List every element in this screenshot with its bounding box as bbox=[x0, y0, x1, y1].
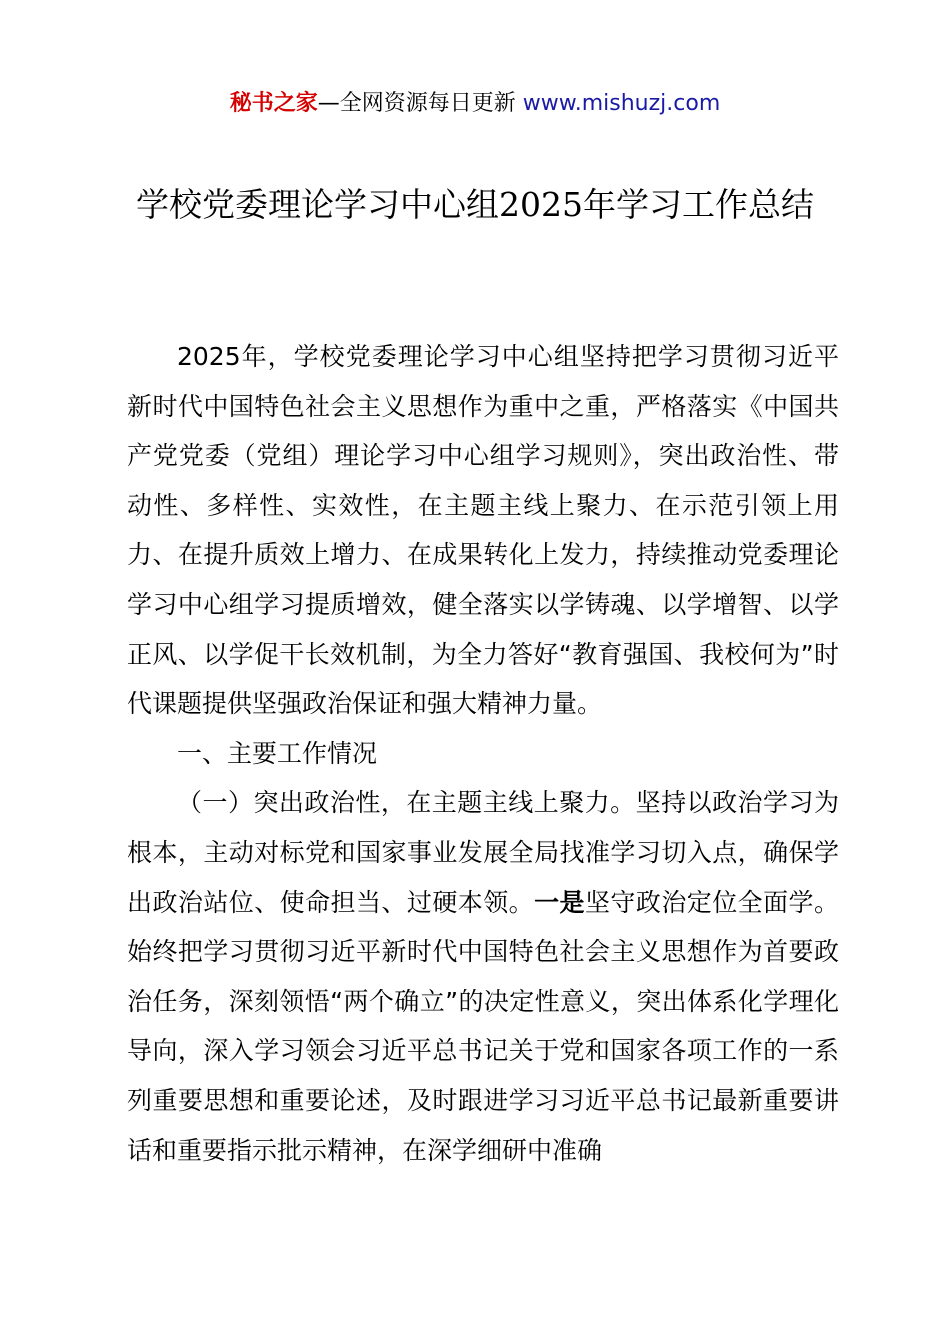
banner-slogan: —全网资源每日更新 bbox=[317, 91, 523, 116]
subsection-text: （一）突出政治性，在主题主线上聚力。坚持以政治学习为根本，主动对标党和国家事业发展全局找准学习切入点，确保学出政治站位、使命担当、过硬本领。 bbox=[127, 788, 839, 917]
intro-paragraph: 2025年，学校党委理论学习中心组坚持把学习贯彻习近平新时代中国特色社会主义思想作为重中之重，严格落实《中国共产党党委（党组）理论学习中心组学习规则》，突出政治性、带动性、多样性、实效性，在主题主线上聚力、在示范引领上用力、在提升质效上增力、在成果转化上发力，持续推动党委理论学习中心组学习提质增效，健全落实以学铸魂、以学增智、以学正风、以学促干长效机制，为全力答好“教育强国、我校何为”时代课题提供坚强政治保证和强大精神力量。 bbox=[127, 342, 839, 719]
subsection-paragraph bbox=[127, 778, 839, 1175]
site-url-link[interactable]: www.mishuzj.com bbox=[522, 91, 721, 116]
document-title: 学校党委理论学习中心组2025年学习工作总结 bbox=[136, 185, 814, 224]
section-heading: 一、主要工作情况 bbox=[177, 738, 378, 768]
brand-name: 秘书之家 bbox=[229, 91, 318, 116]
document-body bbox=[127, 332, 839, 1175]
point-lead: 一是 bbox=[534, 887, 585, 917]
point-text: 坚守政治定位全面学。始终把学习贯彻习近平新时代中国特色社会主义思想作为首要政治任务，深刻领悟“两个确立”的决定性意义，突出体系化学理化导向，深入学习领会习近平总书记关于党和国家各项工作的一系列重要思想和重要论述，及时跟进学习习近平总书记最新重要讲话和重要指示批示精神，在深学细研中准确 bbox=[127, 887, 839, 1165]
site-banner bbox=[0, 88, 950, 120]
